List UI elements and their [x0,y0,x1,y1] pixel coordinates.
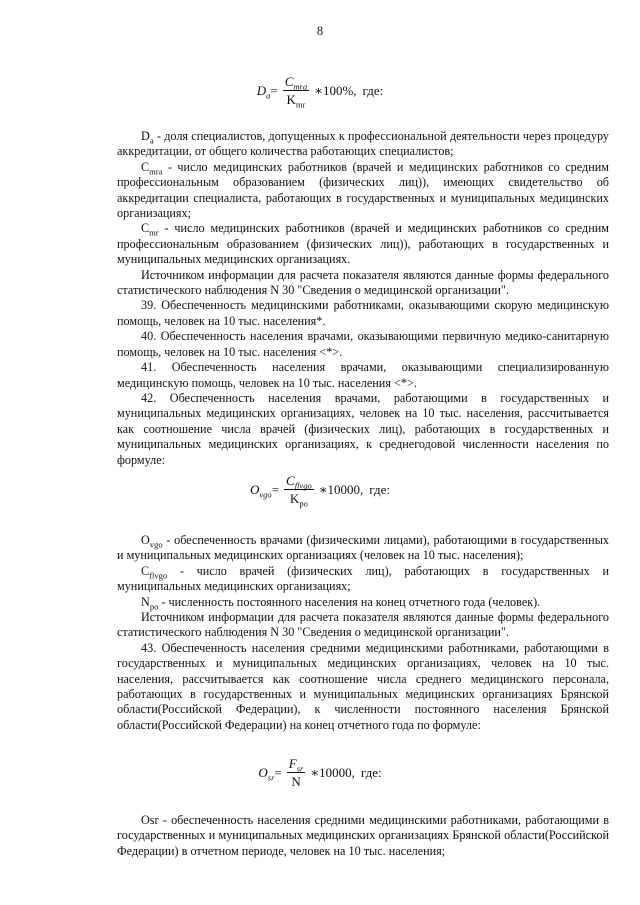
paragraph: Источником информации для расчета показателя являются данные формы федерального статистического наблюдения N 30 "Сведения о медицинской организации". [117,610,609,640]
paragraph: Источником информации для расчета показателя являются данные формы федерального статистического наблюдения N 30 "Сведения о медицинской организации". [117,267,609,298]
paragraph: $D_a$ - доля специалистов, допущенных к профессиональной деятельности через процедуру аккредитации, от общего количества работающих специалистов; [117,129,609,159]
formula-nurse-coverage: $O_{sr}=$ $\frac{F_{sr}}{N}$ ∗10000, где: [258,756,382,789]
text-block-2 [117,533,609,733]
text-block-3 [117,813,609,859]
formula-doctor-coverage: $O_{vgo}=$ $\frac{C_{flvgo}}{K_{po}}$ ∗10000, где: [250,473,390,509]
paragraph: $C_{mr}$ - число медицинских работников (врачей и медицинских работников со средним профессиональным образованием (физических лиц)), работающих в государственных и муниципальных медицинских организациях. [117,221,609,267]
formula-fraction: $\frac{C_{mra}}{K_{mr}}$ [284,74,308,110]
paragraph: $C_{flvgo}$ - число врачей (физических лиц), работающих в государственных и муниципальных медицинских организациях; [117,563,609,594]
page-number: 8 [316,24,324,38]
paragraph: $N_{po}$ - численность постоянного населения на конец отчетного года (человек). [141,594,541,612]
formula-accreditation-share: $D_a=$ $\frac{C_{mra}}{K_{mr}}$ ∗100%, где: [256,74,384,110]
paragraph: 40. Обеспеченность населения врачами, оказывающими первичную медико-санитарную помощь, человек на 10 тыс. населения <*>. [117,329,609,359]
paragraph: 42. Обеспеченность населения врачами, работающими в государственных и муниципальных медицинских организациях, человек на 10 тыс. населения, рассчитывается как соотношение числа врачей (физических лиц), работающих в государственных и муниципальных медицинских организациях, к среднегодовой численности населения по формуле: [117,390,609,467]
paragraph: $O_{vgo}$ - обеспеченность врачами (физическими лицами), работающими в государственных и муниципальных медицинских организациях (человек на 10 тыс. населения); [117,533,609,563]
text-block-1 [117,129,609,468]
paragraph: Osr - обеспеченность населения средними медицинскими работниками, работающими в государственных и муниципальных медицинских организациях Брянской области(Российской Федерации) в отчетном периоде, человек на 10 тыс. населения; [117,813,609,858]
paragraph: 41. Обеспеченность населения врачами, оказывающими специализированную медицинскую помощь, человек на 10 тыс. населения <*>. [117,360,609,390]
formula-fraction: $\frac{C_{flvgo}}{K_{po}}$ [286,473,312,509]
paragraph: $C_{mra}$ - число медицинских работников (врачей и медицинских работников со средним профессиональным образованием (физических лиц)), имеющих свидетельство об аккредитации специалиста, работающих в государственных и муниципальных медицинских организациях; [117,159,609,221]
paragraph: 43. Обеспеченность населения средними медицинскими работниками, работающими в государственных и муниципальных медицинских организациях, человек на 10 тыс. населения, рассчитывается как соотношение числа среднего медицинского персонала, работающих в государственных и муниципальных медицинских организациях Брянской области(Российской Федерации), к численности постоянного населения Брянской области(Российской Федерации) на конец отчетного года по формуле: [117,640,609,732]
formula-fraction: $\frac{F_{sr}}{N}$ [288,756,304,789]
paragraph: 39. Обеспеченность медицинскими работниками, оказывающими скорую медицинскую помощь, человек на 10 тыс. населения*. [117,298,609,328]
